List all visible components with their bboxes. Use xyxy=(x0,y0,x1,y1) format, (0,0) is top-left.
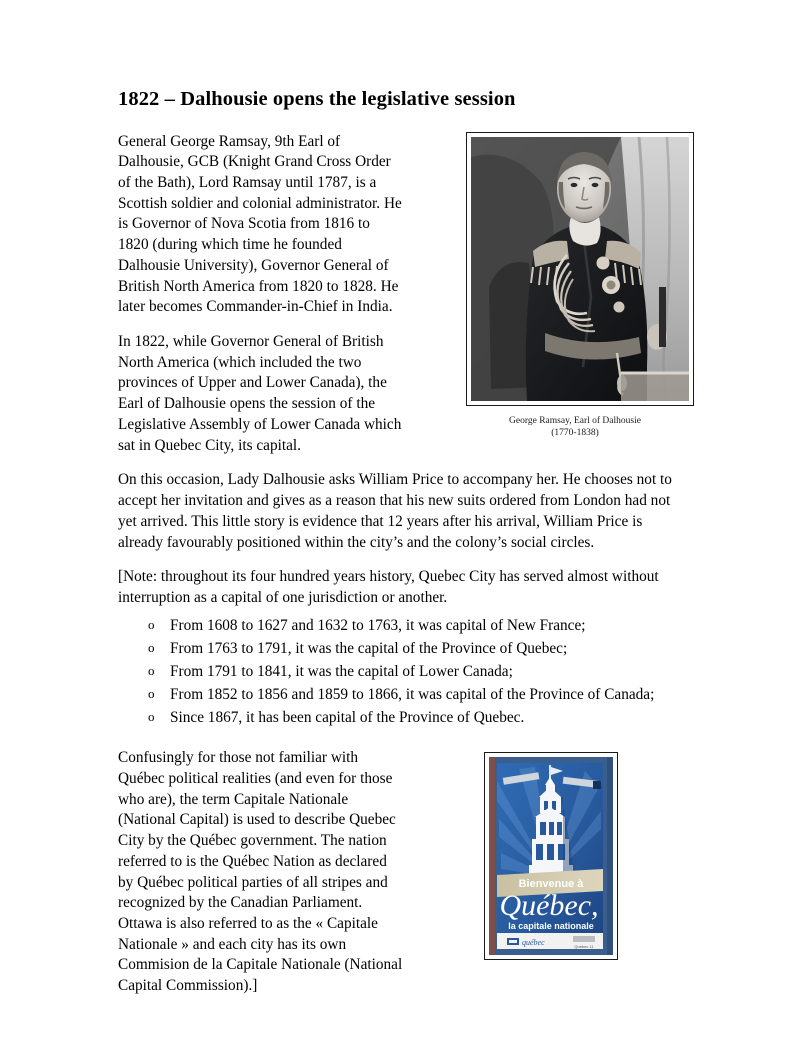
list-item xyxy=(148,638,690,659)
portrait-caption-line-1: George Ramsay, Earl of Dalhousie xyxy=(509,415,641,426)
paragraph-session: In 1822, while Governor General of British North America (which included the two provinces of Upper and Lower Canada), the Earl of Dalhousie opens the session of the Legislative Assembly of Lower Canada which sat in Quebec City, its capital. xyxy=(118,333,402,454)
document-content xyxy=(118,88,690,1011)
list-item xyxy=(148,707,690,728)
banner-logo-text: québec xyxy=(522,938,545,948)
list-marker-icon: o xyxy=(148,662,155,678)
list-marker-icon: o xyxy=(148,616,155,632)
quebec-welcome-banner-image xyxy=(489,757,613,955)
list-marker-icon: o xyxy=(148,709,155,725)
portrait-george-ramsay-image xyxy=(471,137,689,401)
list-item-label: From 1791 to 1841, it was the capital of Lower Canada; xyxy=(170,662,513,680)
page-title: 1822 – Dalhousie opens the legislative session xyxy=(118,88,516,110)
list-item xyxy=(148,615,690,636)
portrait-caption-line-2: (1770-1838) xyxy=(551,428,599,439)
list-item-label: From 1852 to 1856 and 1859 to 1866, it was capital of the Province of Canada; xyxy=(170,685,655,703)
capital-history-list xyxy=(118,615,690,729)
portrait-figure xyxy=(460,132,690,441)
list-item-label: Since 1867, it has been capital of the Province of Quebec. xyxy=(170,709,525,727)
paragraph-intro: General George Ramsay, 9th Earl of Dalhousie, GCB (Knight Grand Cross Order of the Bath), Lord Ramsay until 1787, is a Scottish soldier and colonial administrator. He is Governor of Nova Scotia from 1816 to 1820 (during which time he founded Dalhousie University), Governor General of British North America from 1820 to 1828. He later becomes Commander-in-Chief in India. xyxy=(118,132,402,316)
quebec-banner-frame xyxy=(484,752,618,960)
portrait-caption xyxy=(460,415,690,441)
quebec-banner-figure xyxy=(484,752,618,960)
banner-city-text: Québec, xyxy=(499,889,599,923)
banner-subtitle-text: la capitale nationale xyxy=(508,921,594,932)
list-item-label: From 1608 to 1627 and 1632 to 1763, it was capital of New France; xyxy=(170,616,586,634)
paragraph-occasion: On this occasion, Lady Dalhousie asks William Price to accompany her. He chooses not to accept her invitation and gives as a reason that his new suits ordered from London had not yet arrived. This little story is evidence that 12 years after his arrival, William Price is already favourably positioned within the city’s and the colony’s social circles. xyxy=(118,471,672,551)
banner-secondary-logo-text: Québec 11 xyxy=(574,944,594,950)
list-item xyxy=(148,684,690,705)
paragraph-note-intro: [Note: throughout its four hundred years history, Quebec City has served almost without interruption as a capital of one jurisdiction or another. xyxy=(118,568,659,606)
list-marker-icon: o xyxy=(148,685,155,701)
list-item xyxy=(148,661,690,682)
portrait-frame xyxy=(466,132,694,406)
list-item-label: From 1763 to 1791, it was the capital of the Province of Quebec; xyxy=(170,639,568,657)
paragraph-confusingly: Confusingly for those not familiar with Québec political realities (and even for those who are), the term Capitale Nationale (National Capital) is used to describe Quebec City by the Québec government. The nation referred to is the Québec Nation as declared by Québec political parties of all stripes and recognized by the Canadian Parliament. Ottawa is also referred to as the « Capitale Nationale » and each city has its own Commision de la Capitale Nationale (National Capital Commission).] xyxy=(118,749,403,995)
banner-welcome-text: Bienvenue à xyxy=(518,878,584,891)
list-marker-icon: o xyxy=(148,639,155,655)
